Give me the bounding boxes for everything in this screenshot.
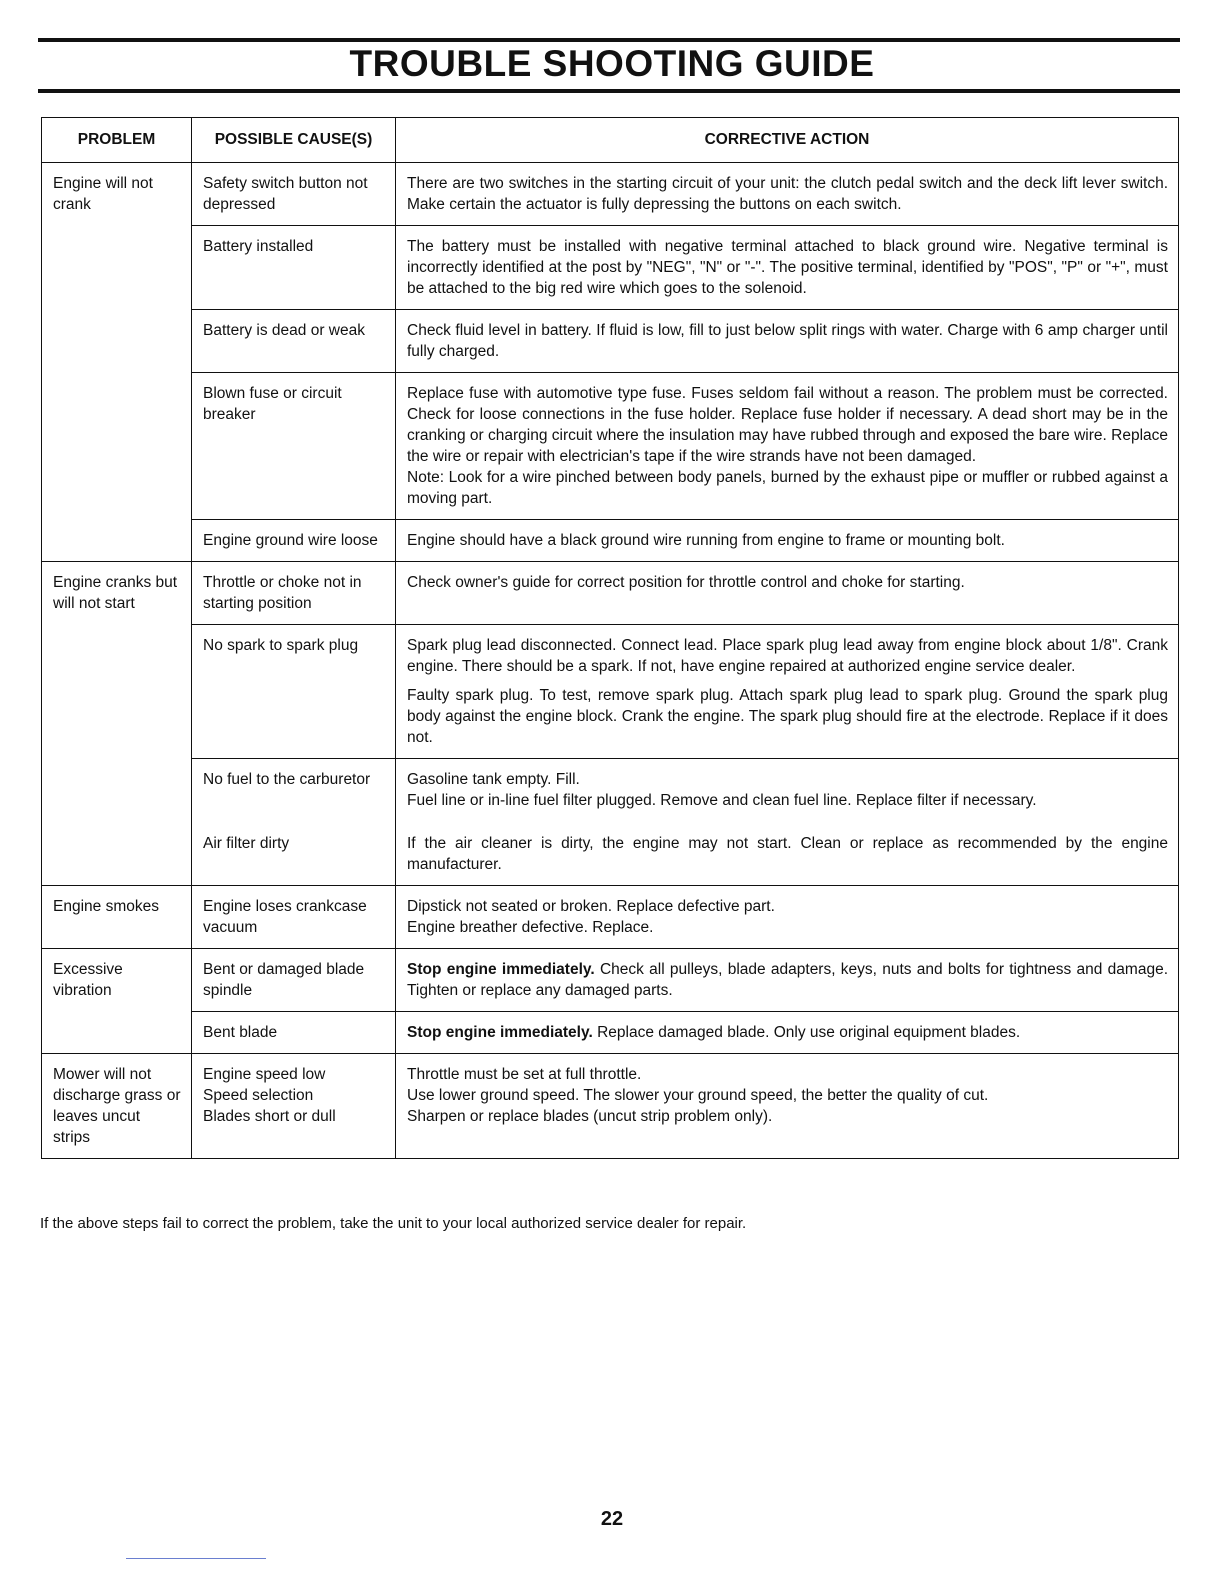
header-problem: PROBLEM bbox=[42, 118, 192, 163]
cause-cell: Safety switch button not depressed bbox=[192, 163, 396, 226]
action-cell bbox=[396, 886, 1179, 949]
action-cell bbox=[396, 373, 1179, 520]
action-text: Throttle must be set at full throttle. bbox=[407, 1066, 642, 1083]
problem-cell: Engine cranks but will not start bbox=[42, 562, 192, 886]
cause-text: No fuel to the carburetor bbox=[203, 771, 371, 788]
action-cell bbox=[396, 1054, 1179, 1159]
action-cell bbox=[396, 1012, 1179, 1054]
action-text: Spark plug lead disconnected. Connect lead. Place spark plug lead away from engine block about 1/8". Crank engine. There should be a spark. If not, have engine repaired at authorized engine service dealer. bbox=[407, 637, 1168, 675]
action-note: Note: Look for a wire pinched between body panels, burned by the exhaust pipe or muffler or rubbed against a moving part. bbox=[407, 469, 1168, 507]
header-action: CORRECTIVE ACTION bbox=[396, 118, 1179, 163]
decorative-line bbox=[126, 1558, 266, 1559]
cause-text: Engine speed low bbox=[203, 1066, 326, 1083]
page-title: TROUBLE SHOOTING GUIDE bbox=[349, 43, 875, 84]
action-cell: The battery must be installed with negative terminal attached to black ground wire. Negative terminal is incorrectly identified at the post by "NEG", "N" or "-". The positive terminal, identified by "POS", "P" or "+", must be attached to the big red wire which goes to the solenoid. bbox=[396, 226, 1179, 310]
table-row bbox=[42, 226, 1179, 310]
cause-text: Speed selection bbox=[203, 1087, 314, 1104]
warning-text: Stop engine immediately. bbox=[407, 961, 595, 978]
warning-text: Stop engine immediately. bbox=[407, 1024, 593, 1041]
cause-cell: Engine ground wire loose bbox=[192, 520, 396, 562]
table-row bbox=[42, 886, 1179, 949]
action-text: Gasoline tank empty. Fill. bbox=[407, 771, 580, 788]
cause-cell: Throttle or choke not in starting position bbox=[192, 562, 396, 625]
cause-cell: Battery installed bbox=[192, 226, 396, 310]
cause-cell bbox=[192, 1054, 396, 1159]
table-row bbox=[42, 949, 1179, 1012]
action-text: Fuel line or in-line fuel filter plugged. Remove and clean fuel line. Replace filter if necessary. bbox=[407, 792, 1037, 809]
action-text: Replace damaged blade. Only use original equipment blades. bbox=[597, 1024, 1021, 1041]
problem-cell: Mower will not discharge grass or leaves uncut strips bbox=[42, 1054, 192, 1159]
action-text: Engine breather defective. Replace. bbox=[407, 919, 654, 936]
action-text: Check all pulleys, blade adapters, keys, nuts and bolts for tightness and damage. Tighten or replace any damaged parts. bbox=[407, 961, 1168, 999]
problem-cell: Excessive vibration bbox=[42, 949, 192, 1054]
action-text: Use lower ground speed. The slower your ground speed, the better the quality of cut. bbox=[407, 1087, 989, 1104]
table-row bbox=[42, 759, 1179, 886]
table-row bbox=[42, 520, 1179, 562]
action-text: Faulty spark plug. To test, remove spark plug. Attach spark plug lead to spark plug. Ground the spark plug body against the engine block. Crank the engine. The spark plug should fire at the electrode. Replace if it does not. bbox=[407, 687, 1168, 746]
table-row bbox=[42, 1054, 1179, 1159]
table-row bbox=[42, 310, 1179, 373]
cause-text: Air filter dirty bbox=[203, 835, 290, 852]
action-cell bbox=[396, 759, 1179, 886]
table-row bbox=[42, 1012, 1179, 1054]
problem-cell: Engine will not crank bbox=[42, 163, 192, 562]
cause-cell bbox=[192, 759, 396, 886]
cause-cell: Battery is dead or weak bbox=[192, 310, 396, 373]
cause-cell: Engine loses crankcase vacuum bbox=[192, 886, 396, 949]
header-causes: POSSIBLE CAUSE(S) bbox=[192, 118, 396, 163]
table-row bbox=[42, 562, 1179, 625]
action-cell: There are two switches in the starting circuit of your unit: the clutch pedal switch and the deck lift lever switch. Make certain the actuator is fully depressing the buttons on each switch. bbox=[396, 163, 1179, 226]
page-number: 22 bbox=[600, 1508, 624, 1530]
table-row bbox=[42, 373, 1179, 520]
cause-cell: Blown fuse or circuit breaker bbox=[192, 373, 396, 520]
footer-note: If the above steps fail to correct the problem, take the unit to your local authorized service dealer for repair. bbox=[40, 1215, 747, 1232]
title-underline-rule bbox=[38, 89, 1180, 93]
cause-cell: No spark to spark plug bbox=[192, 625, 396, 759]
problem-cell: Engine smokes bbox=[42, 886, 192, 949]
action-cell bbox=[396, 949, 1179, 1012]
cause-cell: Bent or damaged blade spindle bbox=[192, 949, 396, 1012]
action-text: Dipstick not seated or broken. Replace defective part. bbox=[407, 898, 775, 915]
action-text: Sharpen or replace blades (uncut strip problem only). bbox=[407, 1108, 773, 1125]
action-cell: Engine should have a black ground wire running from engine to frame or mounting bolt. bbox=[396, 520, 1179, 562]
table-row bbox=[42, 163, 1179, 226]
action-cell bbox=[396, 625, 1179, 759]
action-cell: Check owner's guide for correct position for throttle control and choke for starting. bbox=[396, 562, 1179, 625]
cause-cell: Bent blade bbox=[192, 1012, 396, 1054]
action-cell: Check fluid level in battery. If fluid is low, fill to just below split rings with water. Charge with 6 amp charger until fully charged. bbox=[396, 310, 1179, 373]
troubleshooting-table bbox=[41, 117, 1179, 1159]
cause-text: Blades short or dull bbox=[203, 1108, 336, 1125]
action-text: If the air cleaner is dirty, the engine may not start. Clean or replace as recommended by the engine manufacturer. bbox=[407, 835, 1168, 873]
table-row bbox=[42, 625, 1179, 759]
table-header-row bbox=[42, 118, 1179, 163]
action-text: Replace fuse with automotive type fuse. Fuses seldom fail without a reason. The problem must be corrected. Check for loose connections in the fuse holder. Replace fuse holder if necessary. A dead short may be in the cranking or charging circuit where the insulation may have rubbed through and exposed the bare wire. Replace the wire or repair with electrician's tape if the wire strands have not been damaged. bbox=[407, 385, 1168, 465]
